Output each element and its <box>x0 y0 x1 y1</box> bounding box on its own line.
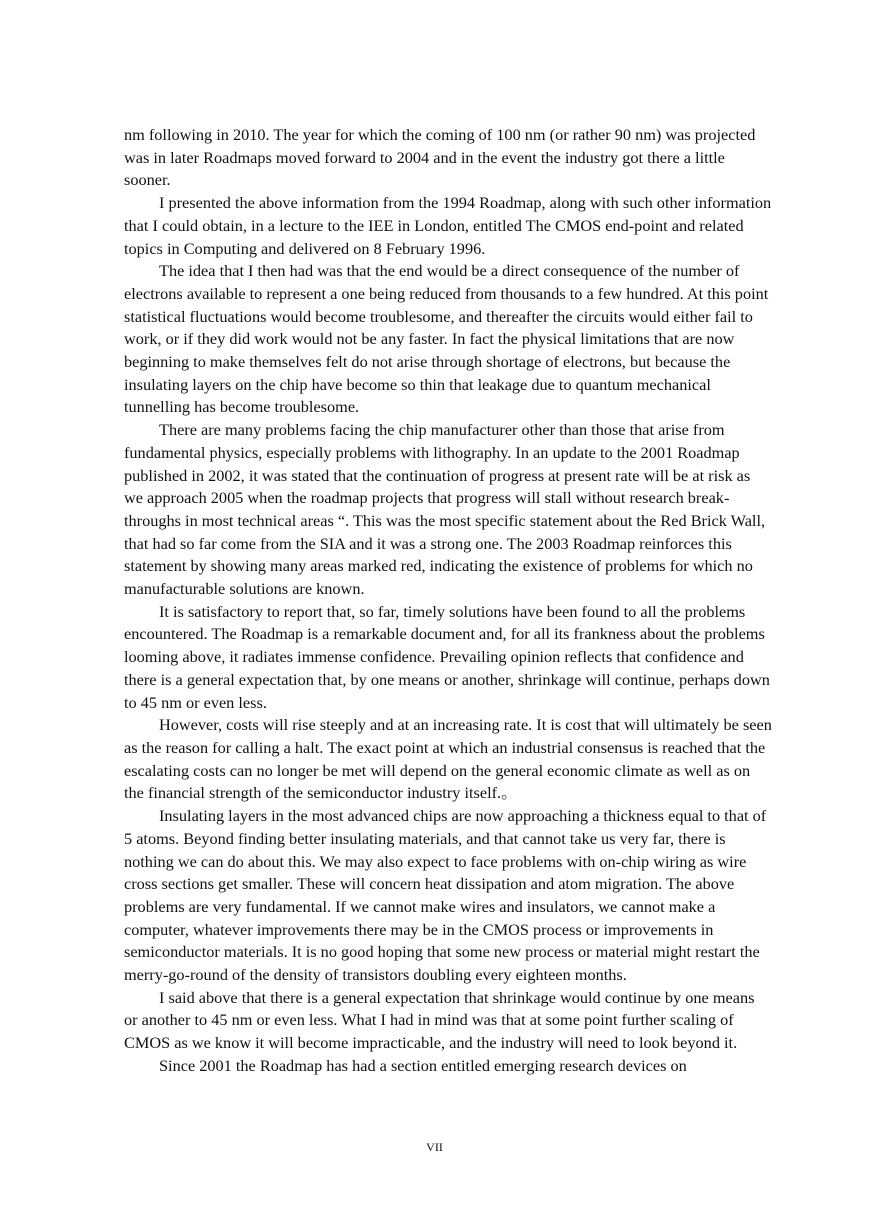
paragraph: nm following in 2010. The year for which the coming of 100 nm (or rather 90 nm) was projected was in later Roadmaps moved forward to 2004 and in the event the industry got there a little sooner. <box>124 125 756 190</box>
page-number: VII <box>426 1140 443 1154</box>
paragraph: There are many problems facing the chip manufacturer other than those that arise from fundamental physics, especially problems with lithography. In an update to the 2001 Roadmap published in 2002, it was stated that the continuation of progress at present rate will be at risk as we approach 2005 when the roadmap projects that progress will stall without research break-throughs in most technical areas “. This was the most specific statement about the Red Brick Wall, that had so far come from the SIA and it was a strong one. The 2003 Roadmap reinforces this statement by showing many areas marked red, indicating the existence of problems for which no manufacturable solutions are known. <box>124 420 766 599</box>
paragraph: Insulating layers in the most advanced chips are now approaching a thickness equal to that of 5 atoms. Beyond finding better insulating materials, and that cannot take us very far, there is nothing we can do about this. We may also expect to face problems with on-chip wiring as wire cross sections get smaller. These will concern heat dissipation and atom migration. The above problems are very fundamental. If we cannot make wires and insulators, we cannot make a computer, whatever improvements there may be in the CMOS process or improvements in semiconductor materials. It is no good hoping that some new process or material might restart the merry-go-round of the density of transistors doubling every eighteen months. <box>124 806 767 985</box>
paragraph: However, costs will rise steeply and at an increasing rate. It is cost that will ultimately be seen as the reason for calling a halt. The exact point at which an industrial consensus is reached that the escalating costs can no longer be met will depend on the general economic climate as well as on the financial strength of the semiconductor industry itself.。 <box>124 715 772 803</box>
paragraph: I said above that there is a general expectation that shrinkage would continue by one means or another to 45 nm or even less. What I had in mind was that at some point further scaling of CMOS as we know it will become impracticable, and the industry will need to look beyond it. <box>124 987 755 1053</box>
paragraph: It is satisfactory to report that, so far, timely solutions have been found to all the problems encountered. The Roadmap is a remarkable document and, for all its frankness about the problems looming above, it radiates immense confidence. Prevailing opinion reflects that confidence and there is a general expectation that, by one means or another, shrinkage will continue, perhaps down to 45 nm or even less. <box>124 601 770 712</box>
paragraph: Since 2001 the Roadmap has had a section entitled emerging research devices on <box>159 1055 687 1075</box>
paragraph: I presented the above information from the 1994 Roadmap, along with such other information that I could obtain, in a lecture to the IEE in London, entitled The CMOS end-point and related topics in Computing and delivered on 8 February 1996. <box>124 193 772 258</box>
page-body <box>124 124 772 1078</box>
paragraph: The idea that I then had was that the end would be a direct consequence of the number of electrons available to represent a one being reduced from thousands to a few hundred. At this point statistical fluctuations would become troublesome, and thereafter the circuits would either fail to work, or if they did work would not be any faster. In fact the physical limitations that are now beginning to make themselves felt do not arise through shortage of electrons, but because the insulating layers on the chip have become so thin that leakage due to quantum mechanical tunnelling has become troublesome. <box>124 261 769 417</box>
